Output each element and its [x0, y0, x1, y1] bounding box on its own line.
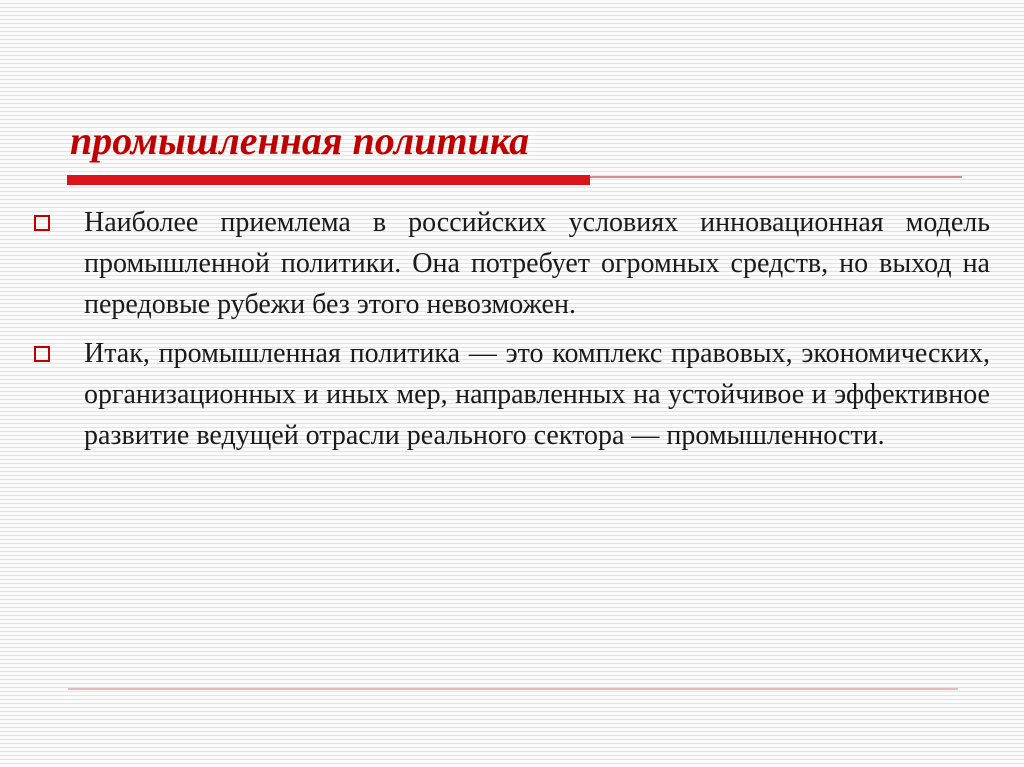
title-underline-thin [590, 176, 962, 178]
bullet-item [34, 333, 990, 456]
slide-title: промышленная политика [70, 118, 530, 163]
bullet-list [34, 202, 990, 464]
bullet-item [34, 202, 990, 325]
bullet-text: Наиболее приемлема в российских условиях инновационная модель промышленной политики. Она потребует огромных средств, но выход на передовые рубежи без этого невозможен. [84, 207, 990, 320]
bullet-text: Итак, промышленная политика — это комплекс правовых, экономических, организационных и иных мер, направленных на устойчивое и эффективное развитие ведущей отрасли реального сектора — промышленности. [84, 338, 990, 451]
hollow-square-icon [34, 215, 50, 231]
title-underline-thick [67, 175, 590, 185]
hollow-square-icon [34, 346, 50, 362]
footer-divider [68, 688, 958, 690]
